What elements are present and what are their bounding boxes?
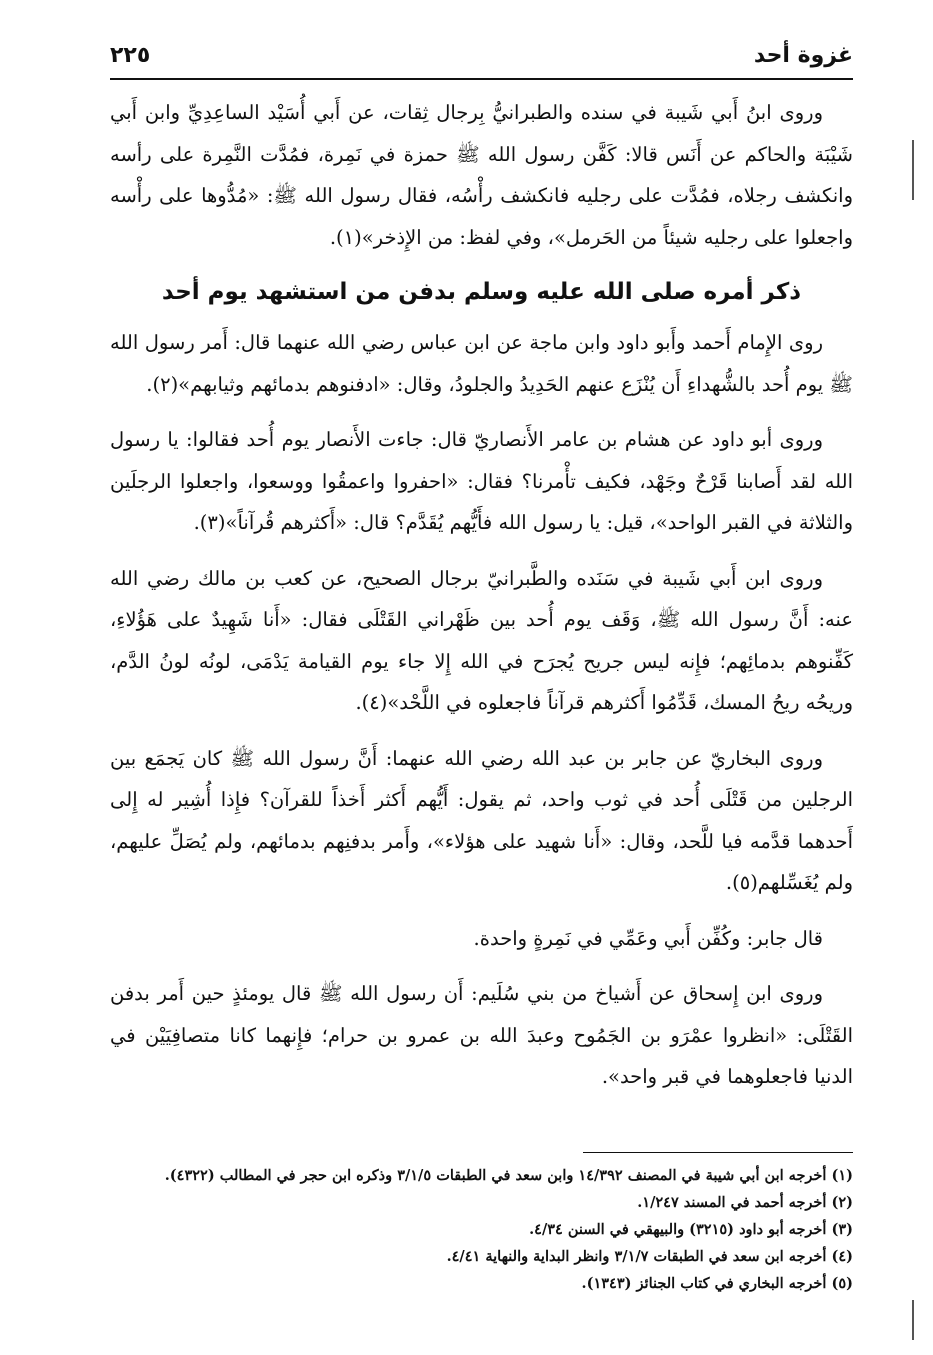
footnote: (٢) أخرجه أحمد في المسند ١/٢٤٧. [637, 1194, 853, 1211]
footnote-rule [583, 1152, 853, 1153]
paragraph: روى الإِمام أَحمد وأَبو داود وابن ماجة عن ابن عباس رضي الله عنهما قال: أَمر رسول الله ﷺ يوم أُحد بالشُّهداءِ أَن يُنْزَع عنهم الحَدِيدُ والجلودُ، وقال: «ادفنوهم بدمائهم وثيابهم»(٢). [110, 331, 853, 396]
paragraph: وروى ابن إِسحاق عن أَشياخ من بني سُلَيم: أَن رسول الله ﷺ قال يومئذٍ حين أَمر بدفن القَتْلَى: «انظروا عمْرَو بن الجَمُوح وعبدَ الله بن عمرو بن حرام؛ فإِنهما كانا متصافِيَيْن في الدنيا فاجعلوهما في قبر واحد». [110, 982, 853, 1088]
running-header [110, 38, 853, 72]
main-text [110, 92, 853, 1112]
paragraph: وروى أبو داود عن هشام بن عامر الأَنصاريّ قال: جاءت الأَنصار يوم أُحد فقالوا: يا رسول الله لقد أَصابنا قَرْحٌ وجَهْد، فكيف تأْمرنا؟ فقال: «احفروا واعمقُوا ووسعوا، واجعلوا الرجلَين والثلاثة في القبر الواحد»، قيل: يا رسول الله فأَيُّهم يُقَدَّم؟ قال: «أَكثرهم قُرآناً»(٣). [110, 428, 853, 534]
footnote: (٣) أخرجه أبو داود (٣٢١٥) والبيهقي في السنن ٤/٣٤. [529, 1221, 853, 1238]
section-heading: ذكر أمره صلى الله عليه وسلم بدفن من استشهد يوم أحد [161, 279, 802, 305]
page-number: ٢٢٥ [110, 42, 151, 68]
footnote: (٤) أخرجه ابن سعد في الطبقات ٣/١/٧ وانظر البداية والنهاية ٤/٤١. [446, 1248, 853, 1265]
paragraph: وروى ابنُ أَبي شَيبة في سنده والطبرانيُّ بِرجال ثِقات، عن أَبي أُسَيْد الساعِدِيِّ وابن أَبي شَيْبَة والحاكم عن أَنَس قالا: كَفَّن رسول الله ﷺ حمزة في نَمِرة، فمُدَّت النَّمِرة على رأسه وانكشف رجلاه، فمُدَّت على رجليه فانكشف رأْسُه، فقال رسول الله ﷺ: «مُدُّوها على رأْسه واجعلوا على رجليه شيئاً من الحَرمل»، وفي لفظ: من الإِذخر»(١). [110, 101, 853, 249]
header-rule [110, 78, 853, 80]
scan-edge-mark [912, 1300, 914, 1340]
paragraph: وروى البخاريّ عن جابر بن عبد الله رضي الله عنهما: أَنَّ رسول الله ﷺ كان يَجمَع بين الرجلين من قَتْلَى أُحد في ثوب واحد، ثم يقول: أَيُّهم أَكثر أَخذاً للقرآن؟ فإِذا أُشِير له إِلى أَحدهما قدَّمه فيا للَّحد، وقال: «أَنا شهيد على هؤلاء»، وأَمر بدفنِهم بدمائهم، ولم يُصَلِّ عليهم، ولم يُغَسِّلهم(٥). [110, 746, 853, 894]
paragraph: وروى ابن أَبي شَيبة في سَنَده والطَّبرانيّ برجال الصحيح، عن كعب بن مالك رضي الله عنه: أَنَّ رسول الله ﷺ، وَقَف يوم أُحد بين ظَهْراني القَتْلَى فقال: «أَنا شَهِيدٌ على هَؤُلاءِ، كَفِّنوهم بدمائِهم؛ فإِنه ليس جريح يُجرَح في الله إِلا جاء يوم القيامة يَدْمَى، لونُه لونُ الدَّم، وريحُه ريحُ المسك، قَدِّمُوا أَكثرهم قرآناً فاجعلوه في اللَّحْد»(٤). [110, 566, 853, 714]
paragraph: قال جابر: وكُفِّن أَبي وعَمِّي في نَمِرةٍ واحدة. [473, 926, 823, 950]
chapter-title: غزوة أحد [753, 42, 853, 68]
footnotes [110, 1162, 853, 1297]
footnote: (١) أخرجه ابن أبي شيبة في المصنف ١٤/٣٩٢ وابن سعد في الطبقات ٣/١/٥ وذكره ابن حجر في المطالب (٤٣٢٢). [164, 1167, 853, 1184]
scan-edge-mark [912, 140, 914, 200]
footnote: (٥) أخرجه البخاري في كتاب الجنائز (١٣٤٣). [581, 1275, 853, 1292]
